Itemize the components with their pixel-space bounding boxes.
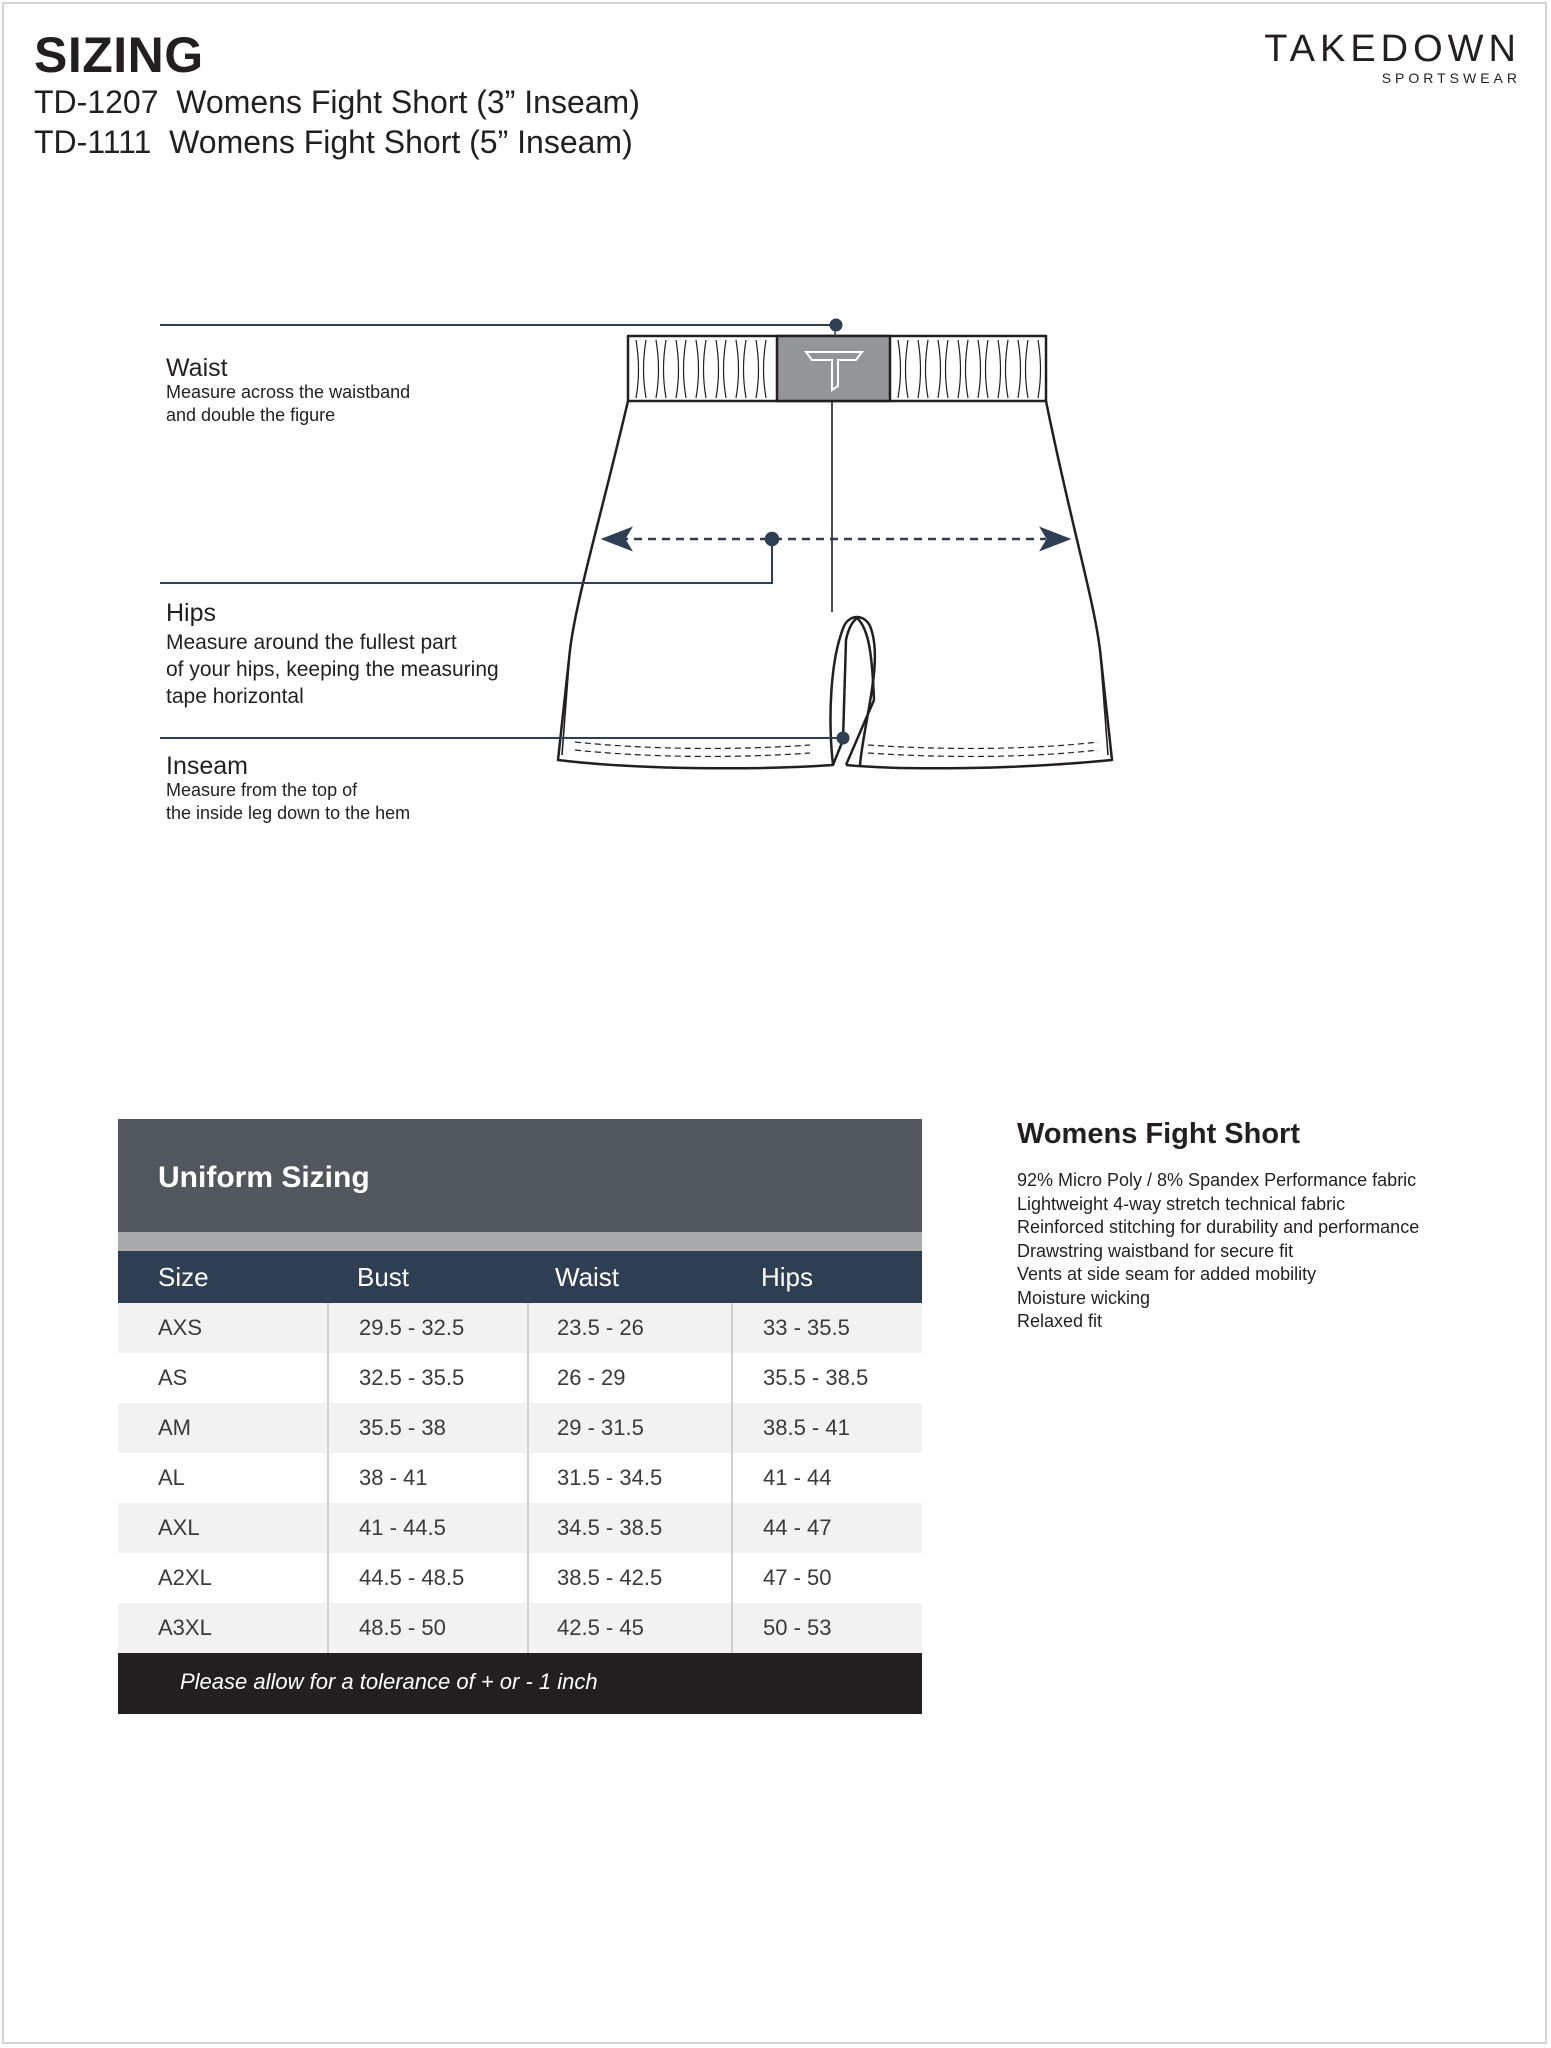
cell-hips: 47 - 50	[731, 1553, 922, 1603]
hips-description	[166, 629, 499, 710]
feature-item: Reinforced stitching for durability and performance	[1017, 1217, 1420, 1237]
cell-bust: 35.5 - 38	[327, 1403, 527, 1453]
hips-desc-line: of your hips, keeping the measuring	[166, 658, 499, 681]
cell-bust: 44.5 - 48.5	[327, 1553, 527, 1603]
cell-waist: 34.5 - 38.5	[527, 1503, 731, 1553]
cell-hips: 35.5 - 38.5	[731, 1353, 922, 1403]
cell-bust: 29.5 - 32.5	[327, 1303, 527, 1353]
hips-line	[160, 529, 1068, 583]
table-row	[118, 1553, 922, 1603]
feature-item: Moisture wicking	[1017, 1287, 1151, 1308]
cell-waist: 42.5 - 45	[527, 1603, 731, 1653]
cell-waist: 23.5 - 26	[527, 1303, 731, 1353]
inseam-line	[160, 733, 849, 744]
sizing-table	[118, 1119, 922, 1714]
table-row	[118, 1453, 922, 1503]
hips-desc-line: tape horizontal	[166, 685, 304, 708]
waist-line	[160, 320, 842, 337]
cell-hips: 38.5 - 41	[731, 1403, 922, 1453]
cell-hips: 41 - 44	[731, 1453, 922, 1503]
table-row	[118, 1603, 922, 1653]
page-title: SIZING	[34, 27, 204, 83]
column-header-bust: Bust	[357, 1261, 410, 1292]
product-line-1: TD-1207 Womens Fight Short (3” Inseam)	[34, 84, 640, 120]
waist-description	[166, 381, 410, 427]
cell-size: A2XL	[158, 1565, 212, 1590]
table-row	[118, 1503, 922, 1553]
feature-item: Vents at side seam for added mobility	[1017, 1264, 1317, 1284]
cell-hips: 33 - 35.5	[731, 1303, 922, 1353]
hips-desc-line: Measure around the fullest part	[166, 631, 457, 654]
feature-item: Relaxed fit	[1017, 1311, 1103, 1331]
table-row	[118, 1403, 922, 1453]
cell-bust: 41 - 44.5	[327, 1503, 527, 1553]
table-title: Uniform Sizing	[118, 1119, 922, 1232]
cell-waist: 29 - 31.5	[527, 1403, 731, 1453]
column-header-size: Size	[158, 1261, 209, 1292]
cell-size: AL	[158, 1465, 185, 1490]
hips-label: Hips	[166, 599, 217, 627]
cell-size: A3XL	[158, 1615, 212, 1640]
cell-size: AXL	[158, 1515, 200, 1540]
inseam-label: Inseam	[166, 752, 248, 780]
feature-item: 92% Micro Poly / 8% Spandex Performance fabric	[1017, 1170, 1417, 1190]
cell-size: AM	[158, 1415, 191, 1440]
cell-size: AS	[158, 1365, 188, 1390]
inseam-desc-line: the inside leg down to the hem	[166, 803, 411, 823]
table-row	[118, 1353, 922, 1403]
brand-tagline: SPORTSWEAR	[1381, 70, 1521, 86]
inseam-desc-line: Measure from the top of	[166, 780, 358, 800]
tolerance-note: Please allow for a tolerance of + or - 1 inch	[118, 1653, 922, 1714]
cell-bust: 32.5 - 35.5	[327, 1353, 527, 1403]
brand-name: TAKEDOWN	[1264, 28, 1521, 70]
cell-size: AXS	[158, 1315, 203, 1340]
inseam-description	[166, 779, 410, 825]
column-header-hips: Hips	[761, 1261, 814, 1292]
cell-bust: 38 - 41	[327, 1453, 527, 1503]
cell-waist: 38.5 - 42.5	[527, 1553, 731, 1603]
waist-label: Waist	[166, 354, 228, 382]
column-header-waist: Waist	[555, 1261, 620, 1292]
table-column-headers	[118, 1251, 922, 1303]
product-features	[1017, 1118, 1517, 1334]
waistband-logo-panel	[777, 336, 890, 401]
cell-hips: 44 - 47	[731, 1503, 922, 1553]
product-line-2: TD-1111 Womens Fight Short (5” Inseam)	[34, 124, 633, 160]
feature-item: Lightweight 4-way stretch technical fabric	[1017, 1193, 1346, 1214]
features-title: Womens Fight Short	[1017, 1118, 1301, 1150]
table-divider	[118, 1232, 922, 1251]
cell-hips: 50 - 53	[731, 1603, 922, 1653]
cell-waist: 31.5 - 34.5	[527, 1453, 731, 1503]
feature-item: Drawstring waistband for secure fit	[1017, 1240, 1294, 1261]
waist-desc-line: Measure across the waistband	[166, 382, 411, 402]
cell-bust: 48.5 - 50	[327, 1603, 527, 1653]
waist-desc-line: and double the figure	[166, 405, 336, 425]
table-row	[118, 1303, 922, 1353]
cell-waist: 26 - 29	[527, 1353, 731, 1403]
